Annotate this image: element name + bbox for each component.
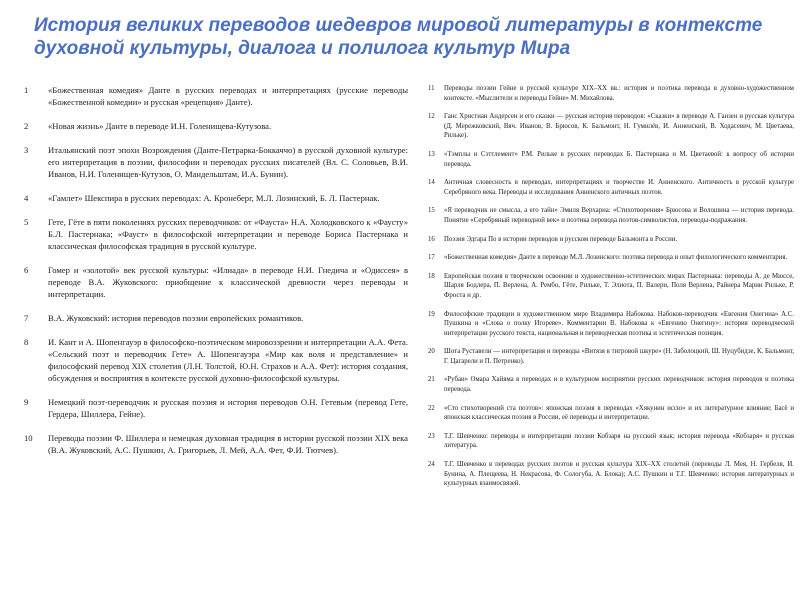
topic-text: Гете, Гёте в пяти поколениях русских переводчиков: от «Фауста» Н.А. Холодковского к «Фаусту» Б.Л. Пастернака; «Фауст» в философской интерпретации и переводе Бориса Пастернака и классическая философская традиция в русской культуре. xyxy=(48,217,408,251)
topic-number: 16 xyxy=(428,235,435,243)
topic-text: Философские традиции в художественном мире Владимира Набокова. Набоков-переводчик «Евгения Онегина» А.С. Пушкина и «Слова о полку Игореве». Комментарии В. Набокова к «Евгению Онегину»: история переводческой интерпретации русского текста, национальная и переводческая поэтика и эстетическая позиция. xyxy=(444,310,794,337)
topic-item xyxy=(428,460,794,489)
topic-text: «Я переводчик не смысла, а его тайн» Эмиля Верхарна: «Стихотворения» Брюсова и Волошина — история перевода. Понятие «Серебряный переводной век» и поэтика перевода поэтов-символистов, переводы-подражания. xyxy=(444,207,794,224)
topic-number: 1 xyxy=(24,85,29,95)
topic-item xyxy=(428,272,794,301)
topic-text: Поэзия Эдгара По в истории переводов и русском переводе Бальмонта в России. xyxy=(444,235,678,243)
topic-number: 8 xyxy=(24,337,29,347)
topic-item xyxy=(428,235,794,245)
topic-number: 18 xyxy=(428,272,435,280)
topic-item xyxy=(428,310,794,339)
topic-item xyxy=(428,375,794,394)
topic-item xyxy=(428,206,794,225)
topic-item xyxy=(24,192,408,204)
topic-number: 3 xyxy=(24,145,29,155)
topic-text: Т.Г. Шевченко: переводы и интерпретации поэзии Кобзаря на русский язык; история перевода «Кобзаря» и русская литература. xyxy=(444,432,794,450)
topic-text: Итальянский поэт эпохи Возрождения (Данте-Петрарка-Боккаччо) в русской духовной культуре: его интерпретация в поэзии, философии и переводах русских писателей (Вл. С. Соловьев, В.И. Иванов, Н.И. Голенищев-Кутузов, О. Мандельштам, И.А. Бунин). xyxy=(48,145,408,179)
topic-number: 24 xyxy=(428,461,435,469)
topic-text: В.А. Жуковский: история переводов поэзии европейских романтиков. xyxy=(48,313,304,323)
topic-text: «Гамлет» Шекспира в русских переводах: А. Кронеберг, М.Л. Лозинский, Б. Л. Пастернак. xyxy=(48,193,380,203)
topic-number: 9 xyxy=(24,397,29,407)
topic-item xyxy=(24,312,408,324)
topic-number: 19 xyxy=(428,310,435,318)
topic-item xyxy=(24,396,408,420)
topic-number: 22 xyxy=(428,404,435,412)
topic-number: 17 xyxy=(428,254,435,262)
topic-text: Переводы поэзии Ф. Шиллера и немецкая духовная традиция в истории русской поэзии XIX века (В.А. Жуковский, А.С. Пушкин, А. Григорьев, Л. Мей, А.А. Фет, Ф.И. Тютчев). xyxy=(48,433,408,455)
topic-text: «Сто стихотворений ста поэтов»: японская поэзия в переводах «Хякунин иссю» и их литературное влияние; Басё и японская классическая поэзия в России, её переводы и интерпретации. xyxy=(444,404,794,422)
topic-number: 12 xyxy=(428,113,435,121)
topic-text: «Рубаи» Омара Хайяма в переводах и в культурном восприятии русских переводчиков: история переводов и поэтика перевода. xyxy=(444,376,794,394)
topic-item xyxy=(428,84,794,103)
topic-item xyxy=(428,404,794,423)
topic-item xyxy=(24,144,408,180)
topic-text: Гомер и «золотой» век русской культуры: «Илиада» в переводе Н.И. Гнедича и «Одиссея» в переводе В.А. Жуковского: приобщение к классической древности через переводы и интерпретации. xyxy=(48,265,408,299)
topic-number: 10 xyxy=(24,433,33,443)
topic-number: 2 xyxy=(24,121,29,131)
topic-list-left xyxy=(24,84,408,468)
topic-number: 11 xyxy=(428,85,435,92)
topic-text: Шота Руставели — интерпретация и переводы «Витязя в тигровой шкуре» (Н. Заболоцкий, Ш. Нуцубидзе, К. Бальмонт, Г. Цагарели и П. Петренко). xyxy=(444,348,794,365)
topic-item xyxy=(428,178,794,197)
topic-number: 13 xyxy=(428,150,435,158)
page-title: История великих переводов шедевров мировой литературы в контексте духовной культуры, диалога и полилога культур Мира xyxy=(34,15,763,59)
topic-number: 14 xyxy=(428,179,435,187)
topic-item xyxy=(428,347,794,366)
topic-text: Немецкий поэт-переводчик и русская поэзия и история переводов О.Н. Гетевым (перевод Гете, Гердера, Шиллера, Гейне). xyxy=(48,397,408,419)
topic-text: Переводы поэзии Гейне в русской культуре XIX–XX вв.: история и поэтика перевода в духовно-художественном контексте. «Мыслители и переводы Гейне» М. Михайлова. xyxy=(444,85,794,102)
topic-number: 5 xyxy=(24,217,29,227)
topic-item xyxy=(428,432,794,451)
topic-text: «Божественная комедия» Данте в переводе М.Л. Лозинского: поэтика перевода и опыт филологического комментария. xyxy=(444,254,788,262)
topic-item xyxy=(24,120,408,132)
topic-text: «Новая жизнь» Данте в переводе И.Н. Голенищева-Кутузова. xyxy=(48,121,272,131)
topic-number: 20 xyxy=(428,348,435,356)
topic-item xyxy=(24,336,408,384)
topic-item xyxy=(24,84,408,108)
topic-number: 21 xyxy=(428,376,435,384)
topic-text: И. Кант и А. Шопенгауэр в философско-поэтическом мировоззрении и интерпретации А.А. Фета. «Сельский поэт и переводчик Гете» А. Шопенгауэра «Мир как воля и представление» и философский перевод XIX столетия (Л.Н. Толстой, Ю.Н. Страхов и А.А. Фет): история создания, обсуждения и восприятия в контексте русской духовно-философской культуры. xyxy=(48,337,408,383)
topic-item xyxy=(428,150,794,169)
topic-item xyxy=(24,432,408,456)
topic-number: 15 xyxy=(428,207,435,215)
topic-number: 6 xyxy=(24,265,29,275)
topic-text: Античная словесность в переводах, интерпретациях и творчестве И. Анненского. Античность в русской культуре Серебряного века. Переводы и исследования Анненского античных поэтов. xyxy=(444,179,794,196)
topic-item xyxy=(428,112,794,141)
topic-number: 7 xyxy=(24,313,29,323)
topic-item xyxy=(24,216,408,252)
topic-text: Ганс Христиан Андерсен и его сказки — русская история переводов: «Сказки» в переводе А. Ганзен и русская культура (Д. Мережковский, Вяч. Иванов, В. Брюсов, К. Бальмонт, Н. Гумилёв, И. Анненский, В. Ходасевич, М. Цветаева, Рильке). xyxy=(444,113,794,140)
topic-text: Европейская поэзия в творческом освоении и художественно-эстетических мирах Пастернака: переводы А. де Мюссе, Шарля Бодлера, П. Верлена, А. Рембо, Гёте, Рильке, Т. Элиота, П. Валери, Поля Верлена, Райнера Марии Рильке, Р. Фроста и др. xyxy=(444,272,794,299)
topic-number: 23 xyxy=(428,432,435,440)
topic-text: «Божественная комедия» Данте в русских переводах и интерпретациях (русские переводы «Божественной комедии» и русская «рецепция» Данте). xyxy=(48,85,408,107)
topic-list-right xyxy=(428,84,794,498)
topic-number: 4 xyxy=(24,193,29,203)
topic-item xyxy=(428,253,794,263)
topic-text: «Тэмплы и Сэттлемент» Р.М. Рильке в русских переводах Б. Пастернака и М. Цветаевой: к вопросу об истории перевода. xyxy=(444,150,794,168)
topic-item xyxy=(24,264,408,300)
topic-text: Т.Г. Шевченко в переводах русских поэтов и русская культура XIX–XX столетий (переводы Л. Мея, Н. Гербеля, И. Бунина, А. Плещеева, Н. Некрасова, Ф. Сологуба, А. Блока); А.С. Пушкин и Т.Г. Шевченко: история литературных и культурных взаимосвязей. xyxy=(444,461,794,488)
